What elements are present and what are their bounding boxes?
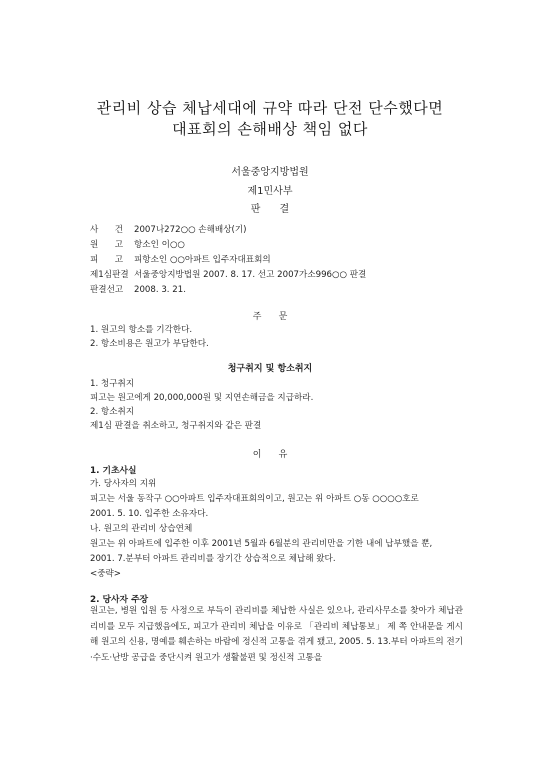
reasons-line: 2001. 5. 10. 입주한 소유자다.: [90, 509, 209, 519]
case-info-value: 피항소인 ○○아파트 입주자대표회의: [134, 255, 271, 265]
reasons-line: 원고는 위 아파트에 입주한 이후 2001년 5월과 6월분의 관리비만을 기한 내에 납부했을 뿐,: [90, 539, 433, 549]
reasons-line: 가. 당사자의 지위: [90, 479, 157, 489]
document-title-line1: 관리비 상습 체납세대에 규약 따라 단전 단수했다면: [96, 99, 444, 117]
case-info-label: 제1심판결: [90, 270, 129, 280]
reasons-paragraph: 원고는, 병원 입원 등 사정으로 부득이 관리비를 체납한 사실은 있으나, 관리사무소를 찾아가 체납관리비를 모두 지급했음에도, 피고가 관리비 체납을 이유로 「관리비 체납통보」 제 쪽 안내문을 게시해 원고의 신용, 명예를 훼손하는 바람에 정신적 고통을 겪게 됐고, 2005. 5. 13.부터 아파트의 전기·수도·난방 공급을 중단시켜 원고가 생활불편 및 정신적 고통을: [90, 606, 463, 663]
case-info-row: [90, 255, 271, 266]
reasons-line: 2001. 7.분부터 아파트 관리비를 장기간 상습적으로 체납해 왔다.: [90, 554, 336, 564]
court-name: 서울중앙지방법원: [231, 167, 309, 178]
case-info-value: 서울중앙지방법원 2007. 8. 17. 선고 2007가소996○○ 판결: [134, 270, 367, 280]
reasons-heading: 이 유: [252, 450, 288, 460]
claims-heading: 청구취지 및 항소취지: [227, 364, 313, 374]
claims-line: 1. 청구취지: [90, 379, 135, 389]
case-info-row: [90, 270, 366, 281]
reasons-line: 피고는 서울 동작구 ○○아파트 입주자대표회의이고, 원고는 위 아파트 ○동 ○○○○호로: [90, 494, 419, 504]
order-heading: 주 문: [252, 312, 288, 322]
judgment-heading: 판 결: [250, 204, 290, 215]
case-info-value: 2007나272○○ 손해배상(기): [134, 225, 247, 235]
case-info-label: 사 건: [90, 225, 123, 235]
reasons-line: 나. 원고의 관리비 상습연체: [90, 524, 193, 534]
case-info-row: [90, 240, 185, 251]
case-info-value: 항소인 이○○: [134, 240, 185, 250]
order-item: 2. 항소비용은 원고가 부담한다.: [90, 339, 209, 349]
document-title-line2: 대표회의 손해배상 책임 없다: [172, 120, 368, 138]
case-info-label: 피 고: [90, 255, 123, 265]
case-info-row: [90, 225, 247, 236]
case-info-label: 판결선고: [90, 285, 124, 295]
order-item: 1. 원고의 항소를 기각한다.: [90, 325, 193, 335]
section-title: 1. 기초사실: [90, 466, 137, 476]
section-title: 2. 당사자 주장: [90, 595, 149, 605]
case-info-label: 원 고: [90, 240, 123, 250]
claims-line: 2. 항소취지: [90, 407, 135, 417]
court-division: 제1민사부: [247, 186, 293, 197]
claims-line: 제1심 판결을 취소하고, 청구취지와 같은 판결: [90, 421, 262, 431]
case-info-row: [90, 285, 186, 296]
case-info-value: 2008. 3. 21.: [134, 285, 186, 295]
reasons-line: <중략>: [90, 569, 122, 579]
claims-line: 피고는 원고에게 20,000,000원 및 지연손해금을 지급하라.: [90, 393, 314, 403]
